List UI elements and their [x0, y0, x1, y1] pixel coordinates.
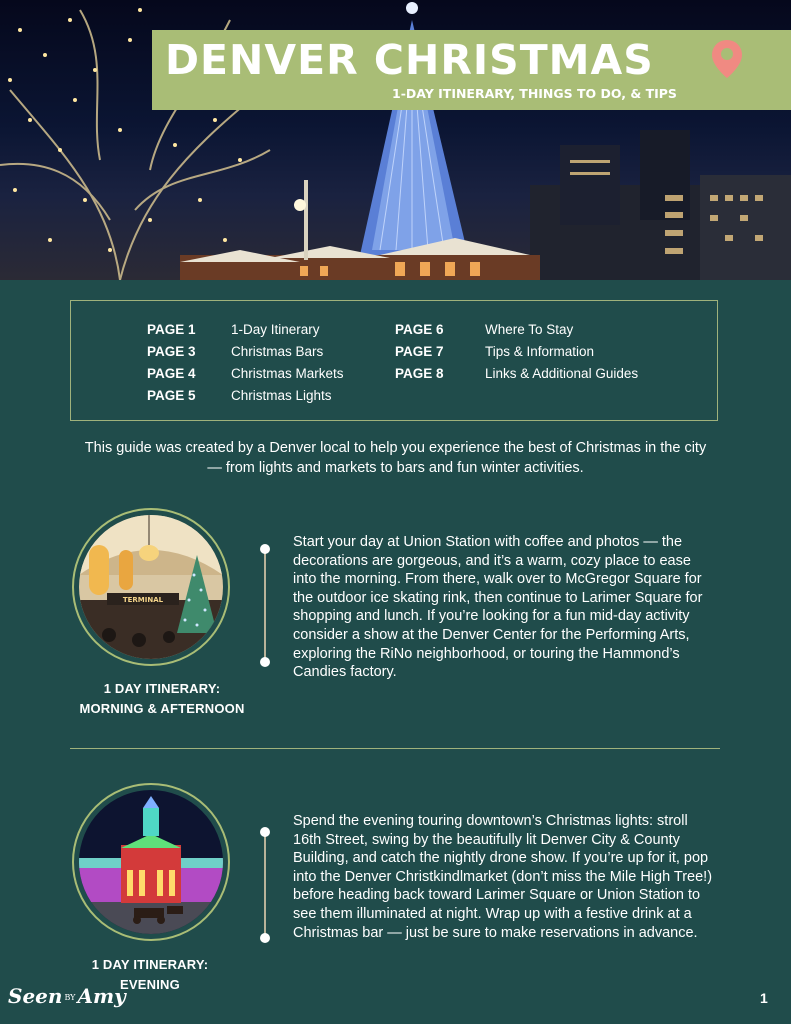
timeline-line [264, 548, 266, 662]
section-label-line1: 1 DAY ITINERARY: [91, 957, 209, 972]
section-text-morning: Start your day at Union Station with coffee and photos — the decorations are gorgeous, and it’s a warm, cozy place to ease into the morning. From there, walk over to McGregor Square for the outdoor ice skating rink, then continue to Larimer Square for shopping and lunch. If you’re looking for a fun mid-day activity consider a show at the Denver Center for the Performing Arts, exploring the RiNo neighborhood, or touring the Hammond’s Candies factory. [293, 534, 703, 681]
section-label-line1: 1 DAY ITINERARY: [103, 681, 221, 696]
toc-column-left [147, 318, 344, 406]
toc-page-title: Christmas Lights [231, 387, 332, 403]
toc-page-title: Christmas Markets [231, 365, 344, 381]
toc-page-number: PAGE 7 [395, 343, 444, 359]
toc-page-number: PAGE 5 [147, 387, 196, 403]
toc-page-number: PAGE 8 [395, 365, 444, 381]
intro-paragraph: This guide was created by a Denver local to help you experience the best of Christmas in the city — from lights and markets to bars and fun winter activities. [84, 440, 707, 476]
toc-entry[interactable] [147, 362, 344, 384]
brand-logo[interactable] [8, 984, 126, 1008]
section-text-evening: Spend the evening touring downtown’s Christmas lights: stroll 16th Street, swing by the beautifully lit Denver City & County Building, and catch the nightly drone show. If you’re up for it, pop into the Denver Christkindlmarket (don’t miss the Mile High Tree!) before heading back toward Larimer Square or Union Station to see them illuminated at night. Wrap up with a festive drink at a Christmas bar — just be sure to make reservations in advance. [293, 813, 713, 941]
brand-seen: Seen [8, 984, 63, 1008]
brand-by: BY [64, 993, 76, 1002]
toc-page-title: Links & Additional Guides [485, 365, 639, 381]
page-title: DENVER CHRISTMAS [165, 36, 654, 84]
toc-page-number: PAGE 6 [395, 321, 444, 337]
toc-page-title: 1-Day Itinerary [231, 321, 320, 337]
toc-entry[interactable] [395, 318, 638, 340]
city-county-building-photo [72, 783, 230, 941]
toc-entry[interactable] [395, 362, 638, 384]
city-county-building-image [79, 790, 223, 934]
page-number: 1 [760, 990, 768, 1006]
toc-page-number: PAGE 1 [147, 321, 196, 337]
page-subtitle: 1-DAY ITINERARY, THINGS TO DO, & TIPS [392, 86, 677, 101]
terminal-sign: TERMINAL [122, 596, 164, 604]
timeline-line [264, 832, 266, 938]
toc-page-title: Christmas Bars [231, 343, 324, 359]
toc-entry[interactable] [147, 340, 344, 362]
toc-column-right [395, 318, 638, 384]
timeline-dot-top [260, 827, 270, 837]
section-label-morning [62, 679, 262, 719]
section-label-line2: MORNING & AFTERNOON [79, 701, 245, 716]
toc-entry[interactable] [147, 318, 344, 340]
section-label-line2: EVENING [120, 977, 180, 992]
map-pin-icon [710, 38, 744, 80]
toc-entry[interactable] [147, 384, 344, 406]
toc-page-title: Tips & Information [485, 343, 595, 359]
table-of-contents [70, 300, 718, 421]
toc-entry[interactable] [395, 340, 638, 362]
brand-amy: Amy [77, 984, 126, 1008]
toc-page-number: PAGE 4 [147, 365, 196, 381]
toc-page-title: Where To Stay [485, 321, 574, 337]
timeline-dot-bottom [260, 933, 270, 943]
section-divider [70, 748, 720, 749]
union-station-photo [72, 508, 230, 666]
toc-page-number: PAGE 3 [147, 343, 196, 359]
union-station-image [79, 515, 223, 659]
timeline-dot-bottom [260, 657, 270, 667]
timeline-dot-top [260, 544, 270, 554]
